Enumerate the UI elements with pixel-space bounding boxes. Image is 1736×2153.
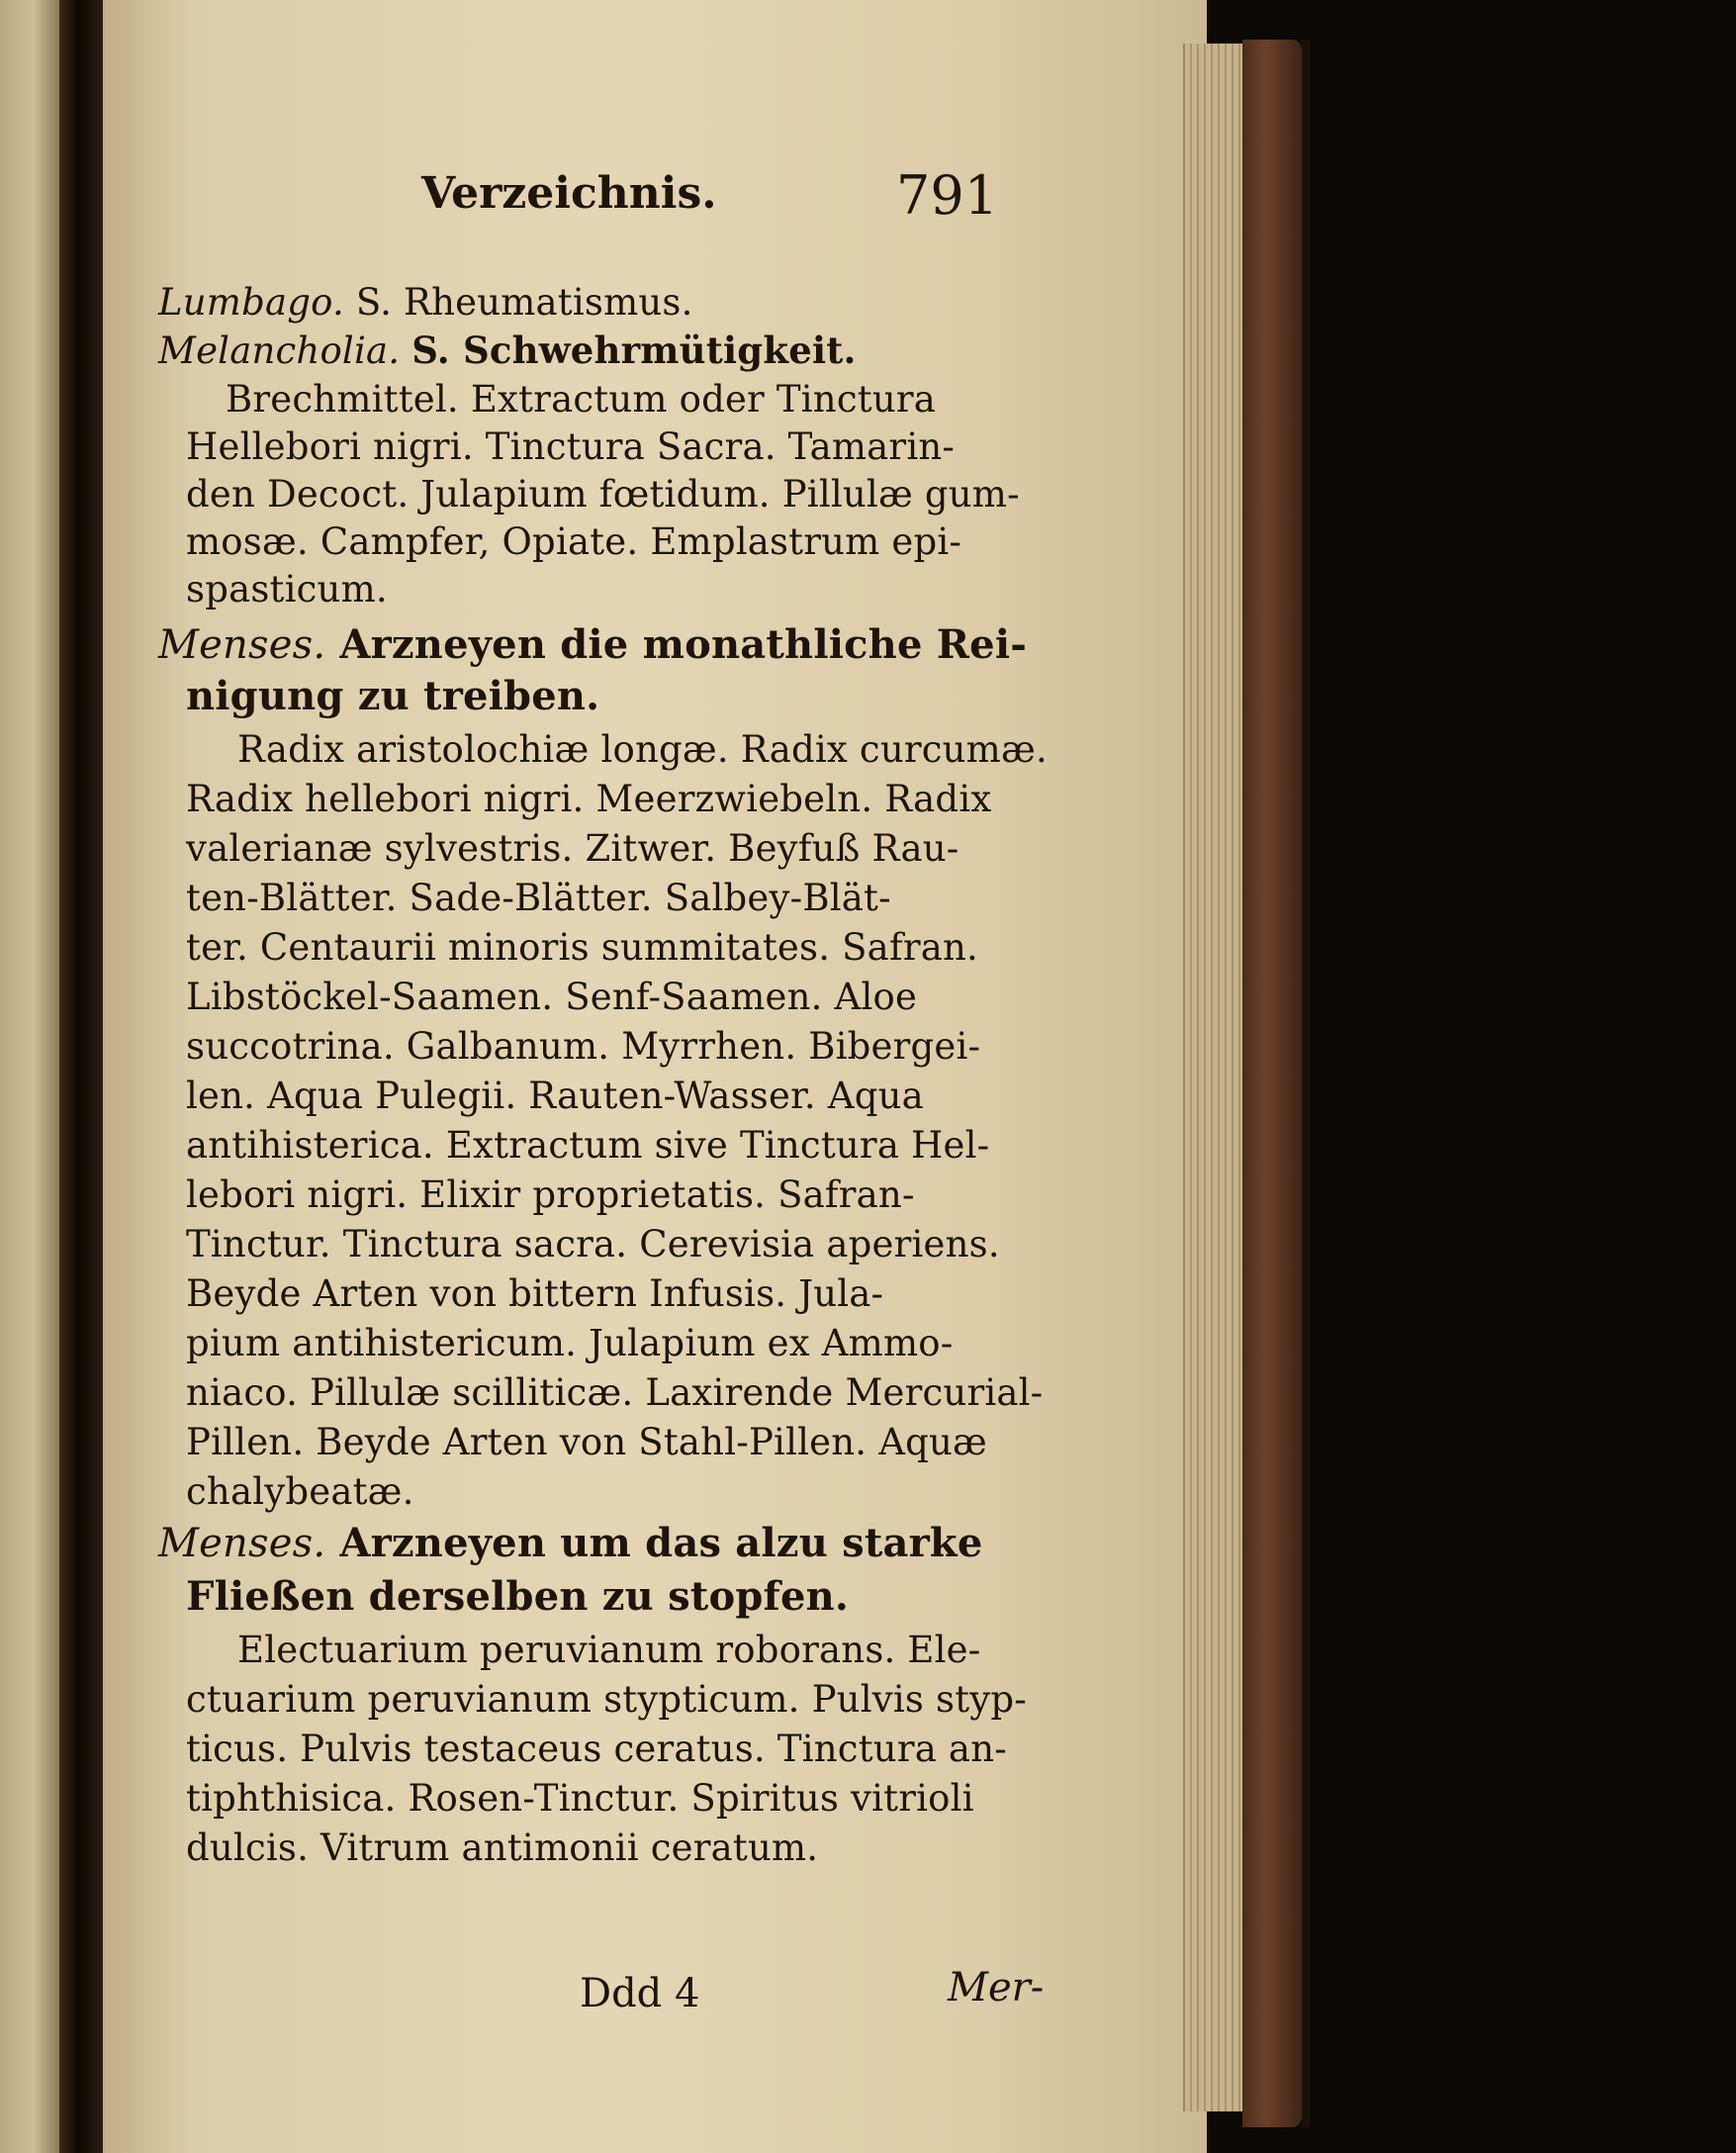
entry-heading: Arzneyen die monathliche Rei- (339, 621, 1028, 668)
entry-line: Radix hellebori nigri. Meerzwiebeln. Radix (186, 778, 992, 820)
book-cover (1242, 40, 1302, 2127)
signature-mark: Ddd 4 (580, 1971, 700, 2016)
entry-line: antihisterica. Extractum sive Tinctura Hel- (186, 1124, 990, 1167)
entry-line: lebori nigri. Elixir proprietatis. Safran- (186, 1173, 915, 1216)
entry-line: Brechmittel. Extractum oder Tinctura (226, 378, 937, 421)
entry-line: ten-Blätter. Sade-Blätter. Salbey-Blät- (186, 877, 891, 919)
entry-line: ctuarium peruvianum stypticum. Pulvis styp- (186, 1678, 1027, 1721)
entry-line: tiphthisica. Rosen-Tinctur. Spiritus vitrioli (186, 1777, 974, 1820)
entry-line: chalybeatæ. (186, 1470, 414, 1513)
entry-line: den Decoct. Julapium fœtidum. Pillulæ gum- (186, 473, 1020, 515)
entry-line: succotrina. Galbanum. Myrrhen. Bibergei- (186, 1025, 981, 1068)
book-gutter (59, 0, 103, 2153)
facing-page-edge (0, 0, 59, 2153)
entry-line: spasticum. (186, 568, 388, 610)
text-block (158, 0, 1049, 2153)
catchword: Mer- (948, 1965, 1045, 2011)
entry-headword: Lumbago. (158, 281, 344, 324)
entry-line: Hellebori nigri. Tinctura Sacra. Tamarin- (186, 425, 956, 468)
running-head: Verzeichnis. (421, 168, 717, 219)
entry-line: ticus. Pulvis testaceus ceratus. Tinctura an- (186, 1728, 1007, 1770)
entry-headword: Menses. (158, 1521, 326, 1566)
entry-line: niaco. Pillulæ scilliticæ. Laxirende Mercurial- (186, 1371, 1044, 1414)
entry-line: Tinctur. Tinctura sacra. Cerevisia aperiens. (186, 1223, 1000, 1265)
entry-line: Radix aristolochiæ longæ. Radix curcumæ. (237, 728, 1048, 771)
entry-line: Beyde Arten von bittern Infusis. Jula- (186, 1272, 884, 1315)
entry-line (158, 621, 1027, 669)
entry-headword: Melancholia. (158, 329, 401, 372)
entry-headword: Menses. (158, 622, 326, 668)
entry-heading: Fließen derselben zu stopfen. (186, 1573, 849, 1620)
entry-line: mosæ. Campfer, Opiate. Emplastrum epi- (186, 520, 962, 563)
entry-line (158, 327, 857, 375)
cover-edge (1302, 40, 1310, 2127)
entry-line: len. Aqua Pulegii. Rauten-Wasser. Aqua (186, 1075, 924, 1117)
entry-heading: Arzneyen um das alzu starke (339, 1520, 983, 1566)
entry-line: Libstöckel-Saamen. Senf-Saamen. Aloe (186, 976, 918, 1018)
entry-line: dulcis. Vitrum antimonii ceratum. (186, 1826, 819, 1869)
entry-line: Pillen. Beyde Arten von Stahl-Pillen. Aquæ (186, 1421, 988, 1463)
page-number: 791 (896, 164, 999, 227)
entry-text: S. Rheumatismus. (355, 281, 693, 324)
entry-line (158, 279, 693, 327)
entry-line: pium antihistericum. Julapium ex Ammo- (186, 1322, 954, 1364)
entry-line: Electuarium peruvianum roborans. Ele- (237, 1629, 981, 1671)
page-edges (1183, 44, 1244, 2111)
entry-heading: nigung zu treiben. (186, 673, 600, 719)
entry-line: valerianæ sylvestris. Zitwer. Beyfuß Rau- (186, 827, 959, 870)
entry-text: S. Schwehrmütigkeit. (411, 328, 857, 372)
entry-line: ter. Centaurii minoris summitates. Safran. (186, 926, 978, 969)
entry-line (158, 1520, 982, 1567)
